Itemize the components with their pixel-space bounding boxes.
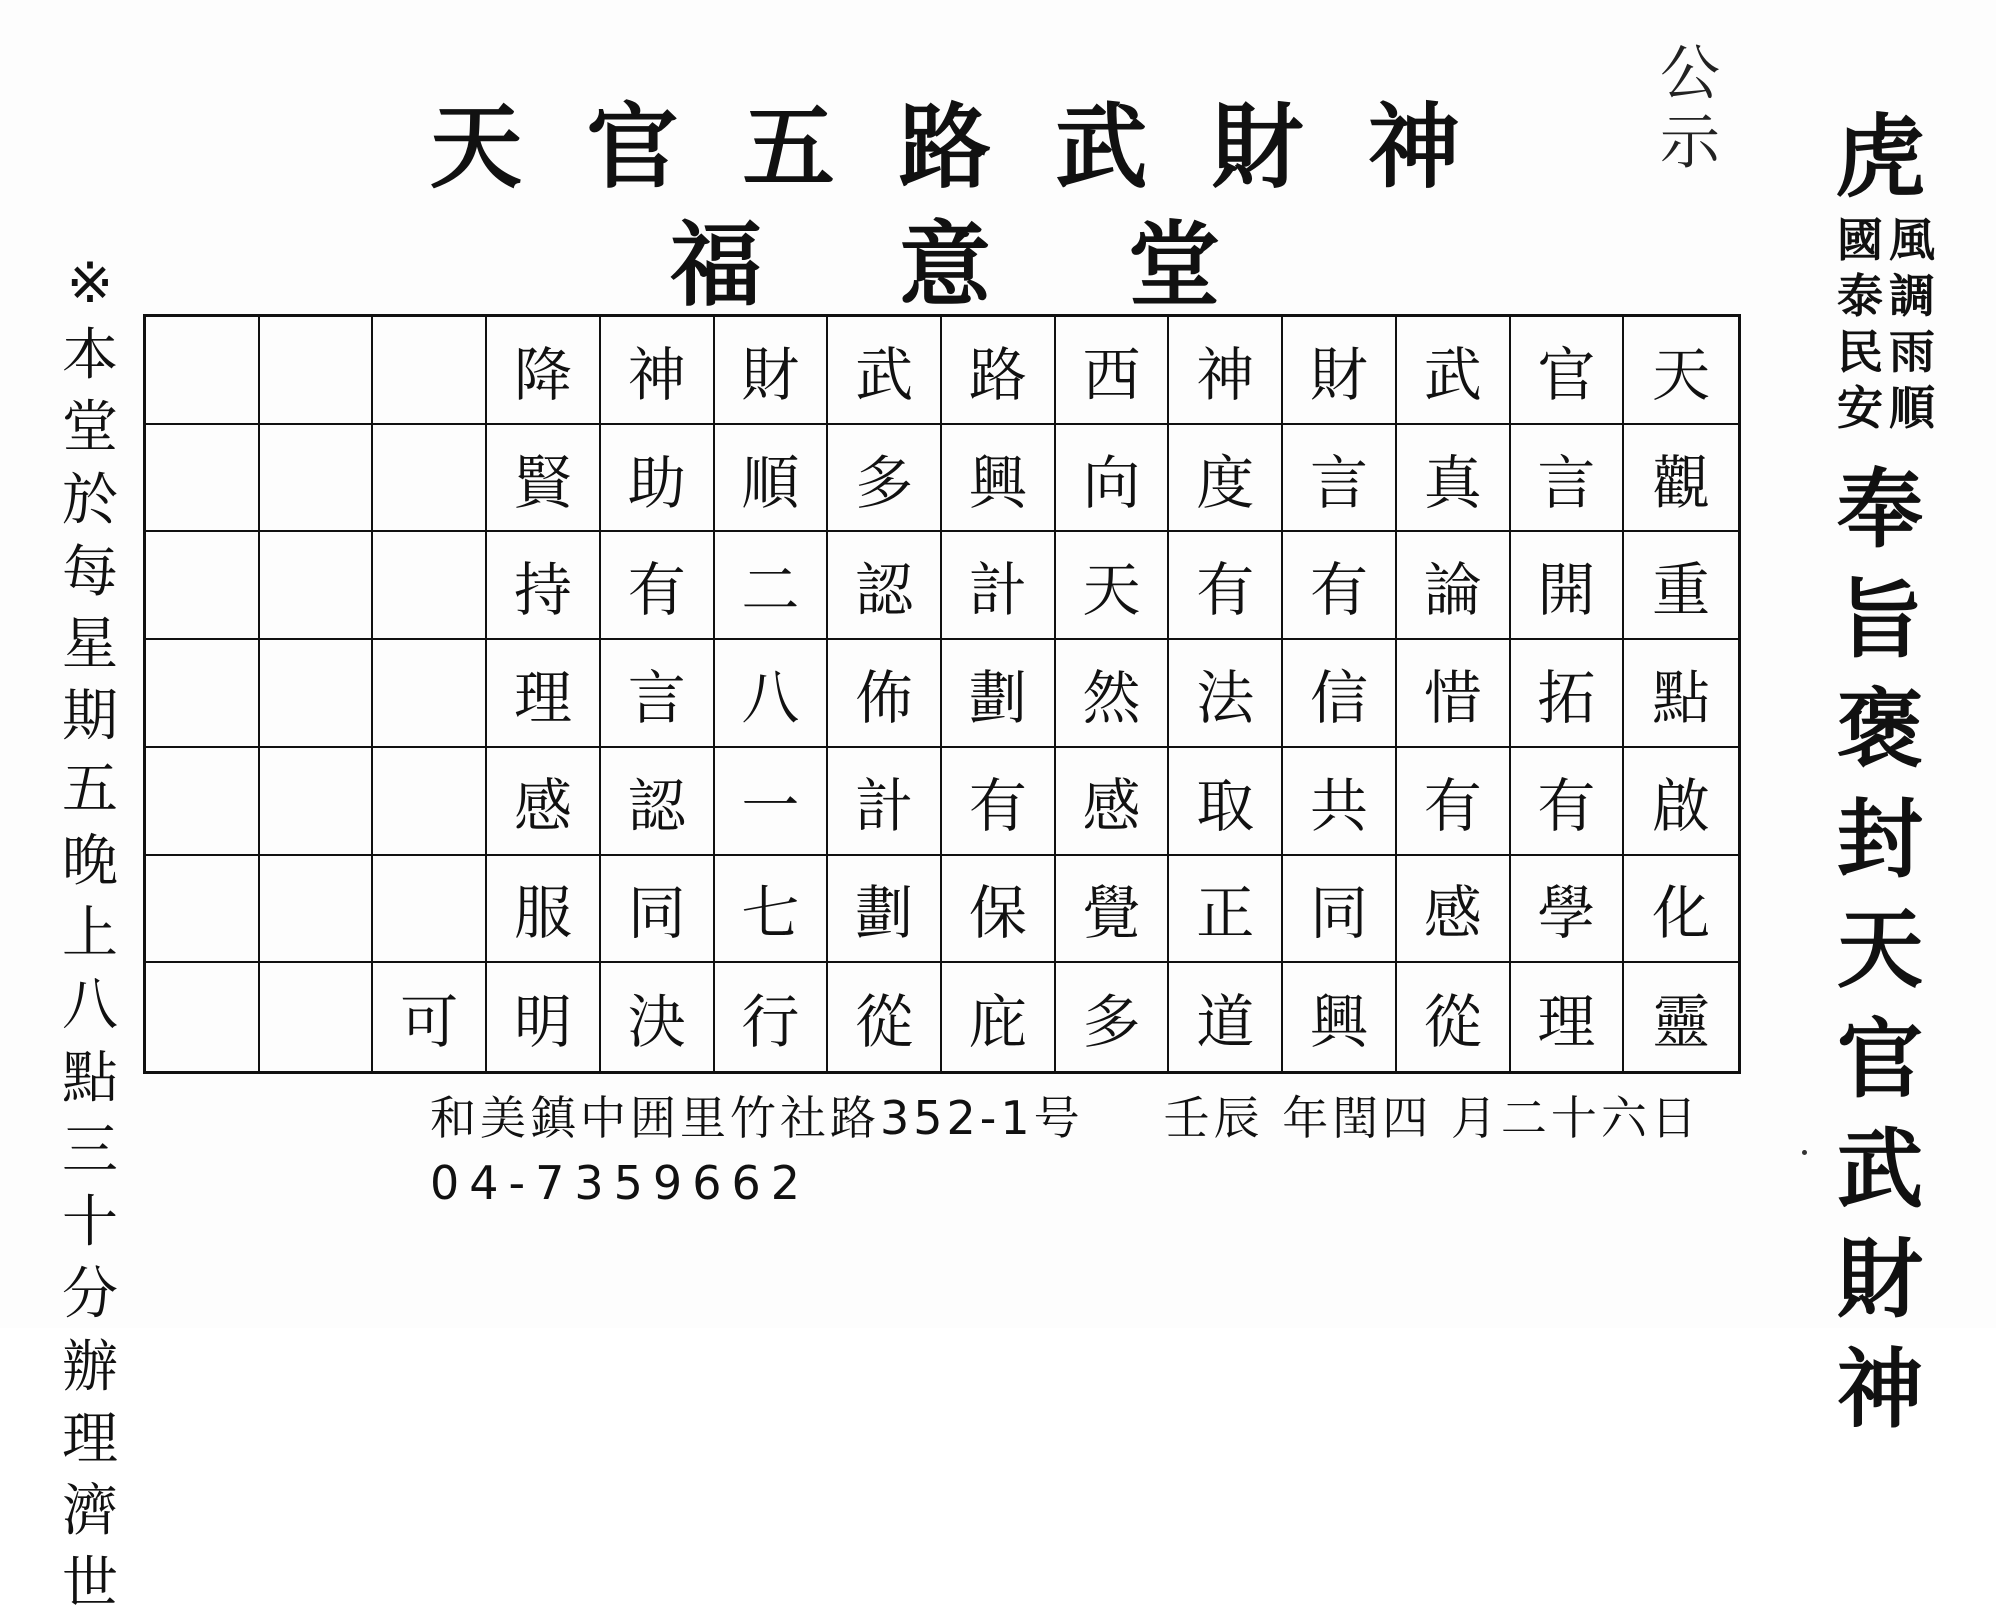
blessing-char: 風 [1889,213,1935,267]
grid-cell [373,640,487,748]
grid-cell [260,963,374,1071]
note-char: 上 [62,901,118,967]
grid-cell [146,963,260,1071]
grid-cell: 然 [1056,640,1170,748]
grid-cell: 理 [487,640,601,748]
title-char: 五 [742,93,835,201]
grid-cell: 天 [1056,532,1170,640]
grid-cell [146,748,260,856]
grid-cell: 感 [1056,748,1170,856]
announce-char: 示 [1660,108,1720,178]
grid-cell: 道 [1169,963,1283,1071]
note-char: 堂 [62,395,118,461]
oracle-grid [143,314,1741,1074]
grid-cell: 啟 [1624,748,1738,856]
hall-char: 堂 [1127,211,1220,319]
grid-cell: 有 [1283,532,1397,640]
grid-cell: 學 [1511,856,1625,964]
grid-cell: 決 [601,963,715,1071]
blessing-column-left [1830,212,1890,436]
grid-cell: 法 [1169,640,1283,748]
title-char: 路 [898,93,991,201]
grid-cell: 有 [601,532,715,640]
page-title [430,90,1460,201]
grid-cell: 降 [487,317,601,425]
grid-cell: 點 [1624,640,1738,748]
scan-speck [1802,1150,1807,1155]
note-char: 晚 [62,828,118,894]
grid-cell: 感 [487,748,601,856]
grid-cell: 神 [1169,317,1283,425]
grid-cell: 從 [1397,963,1511,1071]
grid-cell: 服 [487,856,601,964]
heading-char: 奉 [1837,458,1923,560]
blessing-char: 民 [1837,325,1883,380]
grid-cell: 持 [487,532,601,640]
note-char: 辦 [62,1334,118,1400]
blessing-char: 雨 [1889,325,1935,380]
grid-cell: 佈 [828,640,942,748]
footer-row [430,1092,1710,1145]
grid-cell: 認 [601,748,715,856]
heading-char: 武 [1837,1118,1923,1220]
grid-cell: 開 [1511,532,1625,640]
title-char: 財 [1211,93,1304,201]
note-char: 三 [62,1117,118,1183]
heading-char: 虎 [1835,104,1925,210]
grid-cell [260,532,374,640]
grid-cell: 取 [1169,748,1283,856]
grid-cell: 信 [1283,640,1397,748]
grid-cell [146,856,260,964]
grid-cell [260,748,374,856]
grid-cell: 共 [1283,748,1397,856]
grid-cell: 西 [1056,317,1170,425]
grid-cell [146,317,260,425]
grid-cell: 計 [828,748,942,856]
grid-cell: 重 [1624,532,1738,640]
grid-cell: 行 [715,963,829,1071]
grid-cell [373,856,487,964]
grid-cell: 劃 [828,856,942,964]
grid-cell [260,317,374,425]
grid-cell [146,425,260,533]
title-char: 武 [1055,93,1148,201]
grid-cell: 同 [601,856,715,964]
grid-cell: 覺 [1056,856,1170,964]
schedule-note [55,248,125,1620]
grid-cell [260,640,374,748]
grid-cell: 觀 [1624,425,1738,533]
date: 壬辰 年閏四 月二十六日 [1163,1091,1701,1145]
grid-cell [373,317,487,425]
grid-cell: 順 [715,425,829,533]
heading-char: 旨 [1837,568,1923,670]
grid-cell: 有 [942,748,1056,856]
grid-cell [260,856,374,964]
note-char: 理 [62,1406,118,1472]
blessing-column-right [1882,212,1942,436]
grid-cell: 七 [715,856,829,964]
grid-cell: 武 [828,317,942,425]
grid-cell: 明 [487,963,601,1071]
grid-cell: 天 [1624,317,1738,425]
grid-cell [260,425,374,533]
grid-cell: 劃 [942,640,1056,748]
heading-char: 神 [1837,1339,1923,1441]
grid-cell: 惜 [1397,640,1511,748]
grid-cell: 庇 [942,963,1056,1071]
hall-name [670,208,1220,319]
grid-cell: 官 [1511,317,1625,425]
grid-cell [146,640,260,748]
note-char: 星 [62,612,118,678]
note-char: 每 [62,539,118,605]
grid-cell: 真 [1397,425,1511,533]
grid-cell [146,532,260,640]
grid-cell: 財 [715,317,829,425]
note-char: 世 [62,1551,118,1617]
grid-cell: 拓 [1511,640,1625,748]
note-char: 分 [62,1262,118,1328]
blessing-char: 順 [1889,381,1935,436]
heading-char: 財 [1837,1229,1923,1331]
grid-cell: 保 [942,856,1056,964]
grid-cell: 感 [1397,856,1511,964]
grid-cell: 從 [828,963,942,1071]
note-char: 期 [62,684,118,750]
grid-cell: 二 [715,532,829,640]
note-char: 濟 [62,1478,118,1544]
grid-cell: 助 [601,425,715,533]
grid-cell: 正 [1169,856,1283,964]
phone-number: 04-7359662 [430,1155,810,1210]
heading-char: 官 [1837,1008,1923,1110]
grid-cell: 武 [1397,317,1511,425]
note-char: ※ [66,251,114,316]
blessing-char: 泰 [1837,269,1883,324]
grid-cell: 有 [1397,748,1511,856]
blessing-char: 國 [1837,213,1883,267]
grid-cell: 化 [1624,856,1738,964]
blessing-char: 調 [1889,269,1935,324]
grid-cell: 八 [715,640,829,748]
title-char: 神 [1367,93,1460,201]
hall-char: 福 [670,211,763,319]
note-char: 本 [62,323,118,389]
title-char: 天 [430,93,523,201]
heading-char: 天 [1837,898,1923,1000]
grid-cell [373,748,487,856]
blessing-char: 安 [1837,381,1883,436]
note-char: 於 [62,467,118,533]
grid-cell: 靈 [1652,988,1711,1057]
grid-cell [373,532,487,640]
grid-cell: 興 [942,425,1056,533]
grid-cell: 賢 [487,425,601,533]
grid-cell: 向 [1056,425,1170,533]
grid-cell: 多 [1056,963,1170,1071]
grid-cell: 興 [1283,963,1397,1071]
note-char: 點 [62,1045,118,1111]
grid-cell: 理 [1511,963,1625,1071]
grid-cell: 認 [828,532,942,640]
announcement-label [1660,40,1720,178]
grid-cell: 同 [1283,856,1397,964]
grid-cell: 可 [373,963,487,1071]
heading-char: 褒 [1837,678,1923,780]
heading-char: 封 [1837,788,1923,890]
note-char: 十 [62,1190,118,1256]
note-char: 五 [62,756,118,822]
title-char: 官 [586,93,679,201]
footer-info [430,1092,1710,1210]
grid-cell: 多 [828,425,942,533]
grid-cell: 計 [942,532,1056,640]
grid-cell: 有 [1169,532,1283,640]
grid-cell: 言 [601,640,715,748]
grid-cell: 一 [715,748,829,856]
grid-cell: 神 [601,317,715,425]
grid-cell: 論 [1397,532,1511,640]
grid-cell: 路 [942,317,1056,425]
address: 和美鎮中囲里竹社路352-1号 [430,1091,1084,1145]
grid-cell: 財 [1283,317,1397,425]
announce-char: 公 [1660,39,1720,109]
grid-cell: 度 [1169,425,1283,533]
grid-cell: 言 [1283,425,1397,533]
grid-cell: 言 [1511,425,1625,533]
grid-cell: 有 [1511,748,1625,856]
note-char: 八 [62,973,118,1039]
grid-cell [373,425,487,533]
hall-char: 意 [898,211,991,319]
